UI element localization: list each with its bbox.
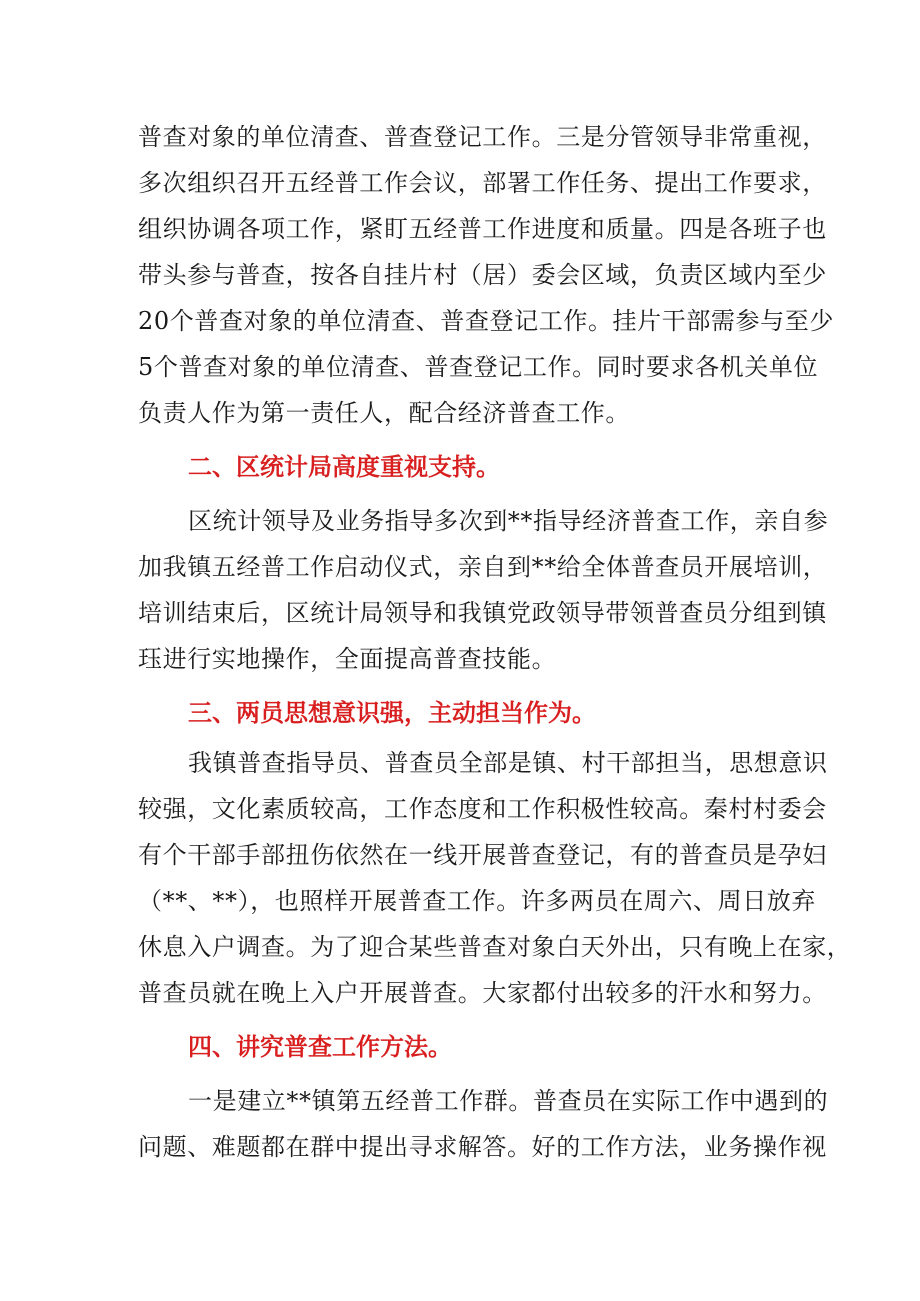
p1-line-6: 5个普查对象的单位清查、普查登记工作。同时要求各机关单位	[138, 353, 819, 381]
section-heading-2: 二、区统计局高度重视支持。	[188, 453, 500, 481]
p2-line-1: 区统计领导及业务指导多次到**指导经济普查工作，亲自参	[188, 507, 829, 535]
section-heading-3: 三、两员思想意识强，主动担当作为。	[188, 699, 596, 727]
p2-line-2: 加我镇五经普工作启动仪式，亲自到**给全体普查员开展培训，	[138, 553, 828, 581]
p4-line-2: 问题、难题都在群中提出寻求解答。好的工作方法，业务操作视	[138, 1133, 827, 1161]
p1-line-7: 负责人作为第一责任人，配合经济普查工作。	[138, 399, 630, 427]
p3-line-2: 较强，文化素质较高，工作态度和工作积极性较高。秦村村委会	[138, 795, 827, 823]
p3-line-1: 我镇普查指导员、普查员全部是镇、村干部担当，思想意识	[188, 749, 828, 777]
p1-line-3: 组织协调各项工作，紧盯五经普工作进度和质量。四是各班子也	[138, 215, 827, 243]
p3-line-5: 休息入户调查。为了迎合某些普查对象白天外出，只有晚上在家，	[138, 933, 852, 961]
p2-line-4: 珏进行实地操作，全面提高普查技能。	[138, 645, 557, 673]
p3-line-3: 有个干部手部扭伤依然在一线开展普查登记，有的普查员是孕妇	[138, 841, 827, 869]
p1-line-5: 20个普查对象的单位清查、普查登记工作。挂片干部需参与至少	[138, 307, 834, 335]
p1-line-4: 带头参与普查，按各自挂片村（居）委会区域，负责区域内至少	[138, 261, 827, 289]
p3-line-4: （**、**），也照样开展普查工作。许多两员在周六、周日放弃	[138, 887, 816, 915]
p2-line-3: 培训结束后，区统计局领导和我镇党政领导带领普查员分组到镇	[138, 599, 827, 627]
p4-line-1: 一是建立**镇第五经普工作群。普查员在实际工作中遇到的	[188, 1087, 829, 1115]
p1-line-2: 多次组织召开五经普工作会议，部署工作任务、提出工作要求，	[138, 169, 827, 197]
p1-line-1: 普查对象的单位清查、普查登记工作。三是分管领导非常重视，	[138, 123, 827, 151]
p3-line-6: 普查员就在晚上入户开展普查。大家都付出较多的汗水和努力。	[138, 979, 827, 1007]
section-heading-4: 四、讲究普查工作方法。	[188, 1033, 452, 1061]
